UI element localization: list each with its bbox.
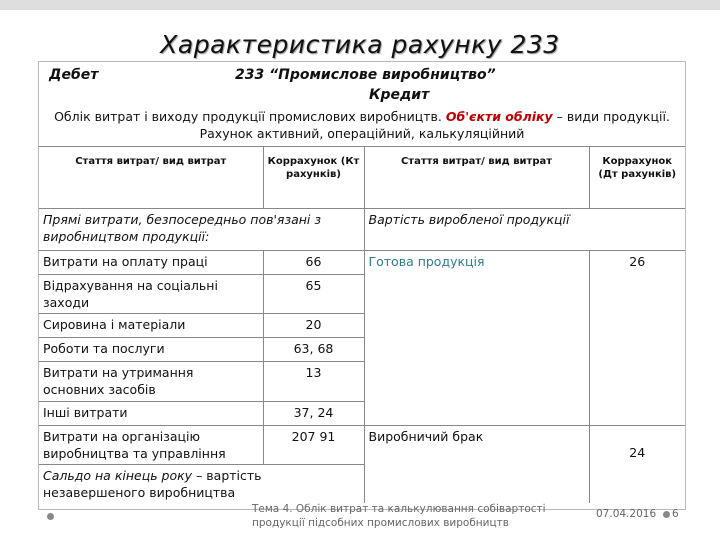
cost-item-label: Інші витрати [39,402,263,426]
account-card [38,61,686,510]
ending-balance [39,465,364,504]
cost-item-label: Витрати на оплату праці [39,251,263,275]
cost-item-account: 207 91 [263,426,364,465]
footer-dot-left [47,513,54,520]
account-table [39,146,685,503]
direct-costs-label: Прямі витрати, безпосередньо пов'язані з виробництвом продукції: [39,209,364,251]
footer-page-number: 6 [672,508,679,520]
finished-goods-account: 26 [589,251,685,426]
cost-item-account: 13 [263,362,364,402]
description-text-rest: – види продукції. Рахунок активний, операційний, калькуляційний [199,109,670,141]
footer-date: 07.04.2016 [596,508,657,520]
cost-item-label: Сировина і матеріали [39,314,263,338]
column-header: Коррахунок (Кт рахунків) [263,147,364,209]
description-highlight: Об'єкти обліку [445,109,553,124]
cost-item-account: 37, 24 [263,402,364,426]
cost-item-label: Витрати на утримання основних засобів [39,362,263,402]
cost-item-label: Роботи та послуги [39,338,263,362]
cost-item-label: Відрахування на соціальні заходи [39,275,263,314]
account-description [43,108,681,142]
cost-item-label: Витрати на організацію виробництва та управління [39,426,263,465]
ending-balance-label: Сальдо на кінець року [43,468,193,483]
table-row [39,251,685,275]
slide-title: Характеристика рахунку 233 [160,30,560,59]
ending-balance-text: – вартість незавершеного виробництва [43,468,262,500]
footer-topic: Тема 4. Облік витрат та калькулювання собівартості продукції підсобних промислових виробництв [252,503,546,529]
table-header-row [39,147,685,209]
cost-item-account: 65 [263,275,364,314]
defects-account: 24 [589,426,685,504]
footer-dot-right [663,511,670,518]
account-name: 233 “Промислове виробництво” [235,67,496,83]
description-text: Облік витрат і виходу продукції промислових виробництв. [54,109,446,124]
account-header [39,62,685,146]
column-header: Коррахунок (Дт рахунків) [589,147,685,209]
table-row [39,209,685,251]
produced-cost-label: Вартість виробленої продукції [364,209,685,251]
column-header: Стаття витрат/ вид витрат [364,147,589,209]
kredyt-label: Кредит [369,87,430,103]
column-header: Стаття витрат/ вид витрат [39,147,263,209]
debet-label: Дебет [49,67,99,83]
cost-item-account: 20 [263,314,364,338]
finished-goods-label: Готова продукція [364,251,589,426]
top-bar [0,0,720,10]
cost-item-account: 66 [263,251,364,275]
table-row [39,426,685,465]
cost-item-account: 63, 68 [263,338,364,362]
defects-label: Виробничий брак [364,426,589,504]
